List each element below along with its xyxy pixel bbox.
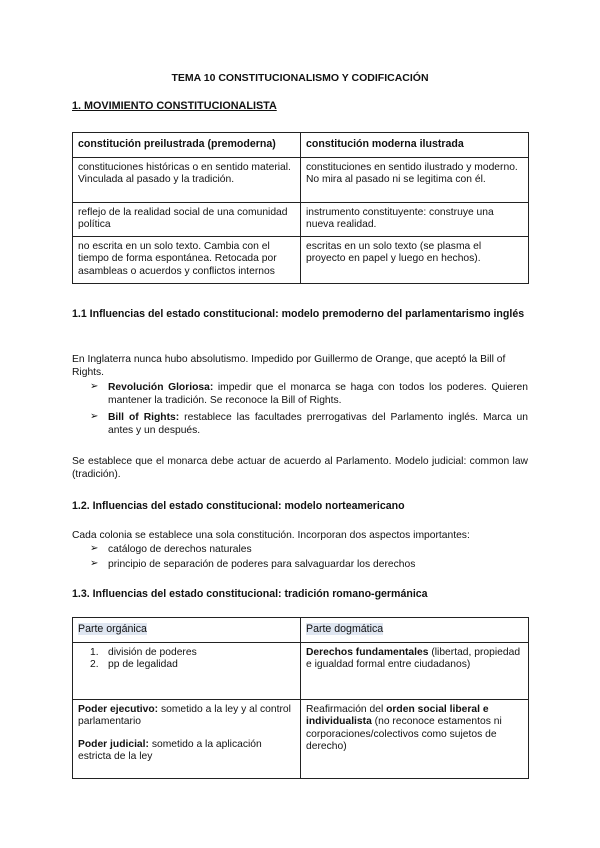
- list-item-text: división de poderes: [108, 646, 197, 658]
- bold-term: Derechos fundamentales: [306, 646, 429, 658]
- section-1-1-heading: 1.1 Influencias del estado constitucional: modelo premoderno del parlamentarismo inglés: [72, 308, 525, 320]
- bullet-term: Revolución Gloriosa:: [108, 382, 214, 393]
- table-row: [73, 157, 529, 202]
- table-header-cell: constitución preilustrada (premoderna): [73, 133, 301, 158]
- constitution-comparison-table: [72, 132, 529, 284]
- section-1-2-heading: 1.2. Influencias del estado constitucional: modelo norteamericano: [72, 500, 405, 512]
- document-title: TEMA 10 CONSTITUCIONALISMO Y CODIFICACIÓN: [171, 72, 429, 84]
- cell-text: (libertad, propiedad e igualdad formal entre ciudadanos): [306, 646, 521, 671]
- list-item-text: pp de legalidad: [108, 659, 178, 671]
- bold-term: Poder judicial:: [78, 738, 149, 750]
- list-marker: 2.: [90, 659, 99, 671]
- table-cell: no escrita en un solo texto. Cambia con el tiempo de forma espontánea. Retocada por asambleas o acuerdos y conflictos internos: [73, 236, 301, 283]
- section-1-2-intro: Cada colonia se establece una sola constitución. Incorporan dos aspectos importantes:: [72, 530, 470, 541]
- table-header-row: [73, 133, 529, 158]
- arrow-bullet-icon: ➢: [90, 411, 99, 422]
- bold-term: Poder ejecutivo:: [78, 703, 159, 715]
- list-item: catálogo de derechos naturales: [108, 544, 252, 555]
- cell-text: sometido a la aplicación estricta de la ley: [78, 738, 262, 763]
- list-marker: 1.: [90, 646, 99, 658]
- table-cell: reflejo de la realidad social de una comunidad política: [73, 202, 301, 236]
- table-row: [73, 699, 529, 778]
- section-1-1-closing: Se establece que el monarca debe actuar de acuerdo al Parlamento. Modelo judicial: common law (tradición).: [72, 456, 528, 481]
- cell-text: Reafirmación del: [306, 703, 387, 715]
- list-item: [90, 659, 295, 672]
- table-cell: [301, 699, 529, 778]
- highlighted-text: Parte dogmática: [306, 623, 384, 635]
- constitution-parts-table: [72, 617, 529, 779]
- table-header-cell: constitución moderna ilustrada: [301, 133, 529, 158]
- numbered-list: [78, 647, 295, 672]
- bold-term: orden social liberal e individualista: [306, 703, 489, 728]
- section-1-heading: 1. MOVIMIENTO CONSTITUCIONALISTA: [72, 100, 277, 112]
- table-header-cell: [301, 618, 529, 643]
- bullet-text: restablece las facultades prerrogativas del Parlamento inglés. Marca un antes y un después.: [108, 412, 529, 437]
- arrow-bullet-icon: ➢: [90, 381, 99, 392]
- table-row: [73, 202, 529, 236]
- cell-text: sometido a la ley y al control parlamentario: [78, 703, 291, 728]
- table-cell: constituciones históricas o en sentido material. Vinculada al pasado y la tradición.: [73, 157, 301, 202]
- list-item: [108, 381, 528, 407]
- table-row: [73, 236, 529, 283]
- list-item: [108, 411, 528, 437]
- list-item: [90, 647, 295, 660]
- table-cell: [301, 642, 529, 699]
- cell-paragraph: [78, 704, 295, 729]
- cell-text: (no reconoce estamentos ni corporaciones/colectivos como sujetos de derecho): [306, 716, 502, 753]
- section-1-1-intro: En Inglaterra nunca hubo absolutismo. Impedido por Guillermo de Orange, que aceptó la Bill of Rights.: [72, 354, 506, 379]
- bullet-text: impedir que el monarca se haga con todos los poderes. Quieren mantener la tradición. Se reconoce la Bill of Rights.: [108, 382, 528, 407]
- cell-paragraph: [78, 739, 295, 764]
- arrow-bullet-icon: ➢: [90, 558, 99, 569]
- table-header-cell: [73, 618, 301, 643]
- table-cell: instrumento constituyente: construye una nueva realidad.: [301, 202, 529, 236]
- table-header-row: [73, 618, 529, 643]
- table-cell: escritas en un solo texto (se plasma el proyecto en papel y luego en hechos).: [301, 236, 529, 283]
- table-row: [73, 642, 529, 699]
- section-1-3-heading: 1.3. Influencias del estado constitucional: tradición romano-germánica: [72, 588, 428, 600]
- table-cell: [73, 699, 301, 778]
- highlighted-text: Parte orgánica: [78, 623, 147, 635]
- table-cell: [73, 642, 301, 699]
- table-cell: constituciones en sentido ilustrado y moderno. No mira al pasado ni se legitima con él.: [301, 157, 529, 202]
- list-item: principio de separación de poderes para salvaguardar los derechos: [108, 559, 416, 570]
- arrow-bullet-icon: ➢: [90, 543, 99, 554]
- bullet-term: Bill of Rights:: [108, 412, 180, 423]
